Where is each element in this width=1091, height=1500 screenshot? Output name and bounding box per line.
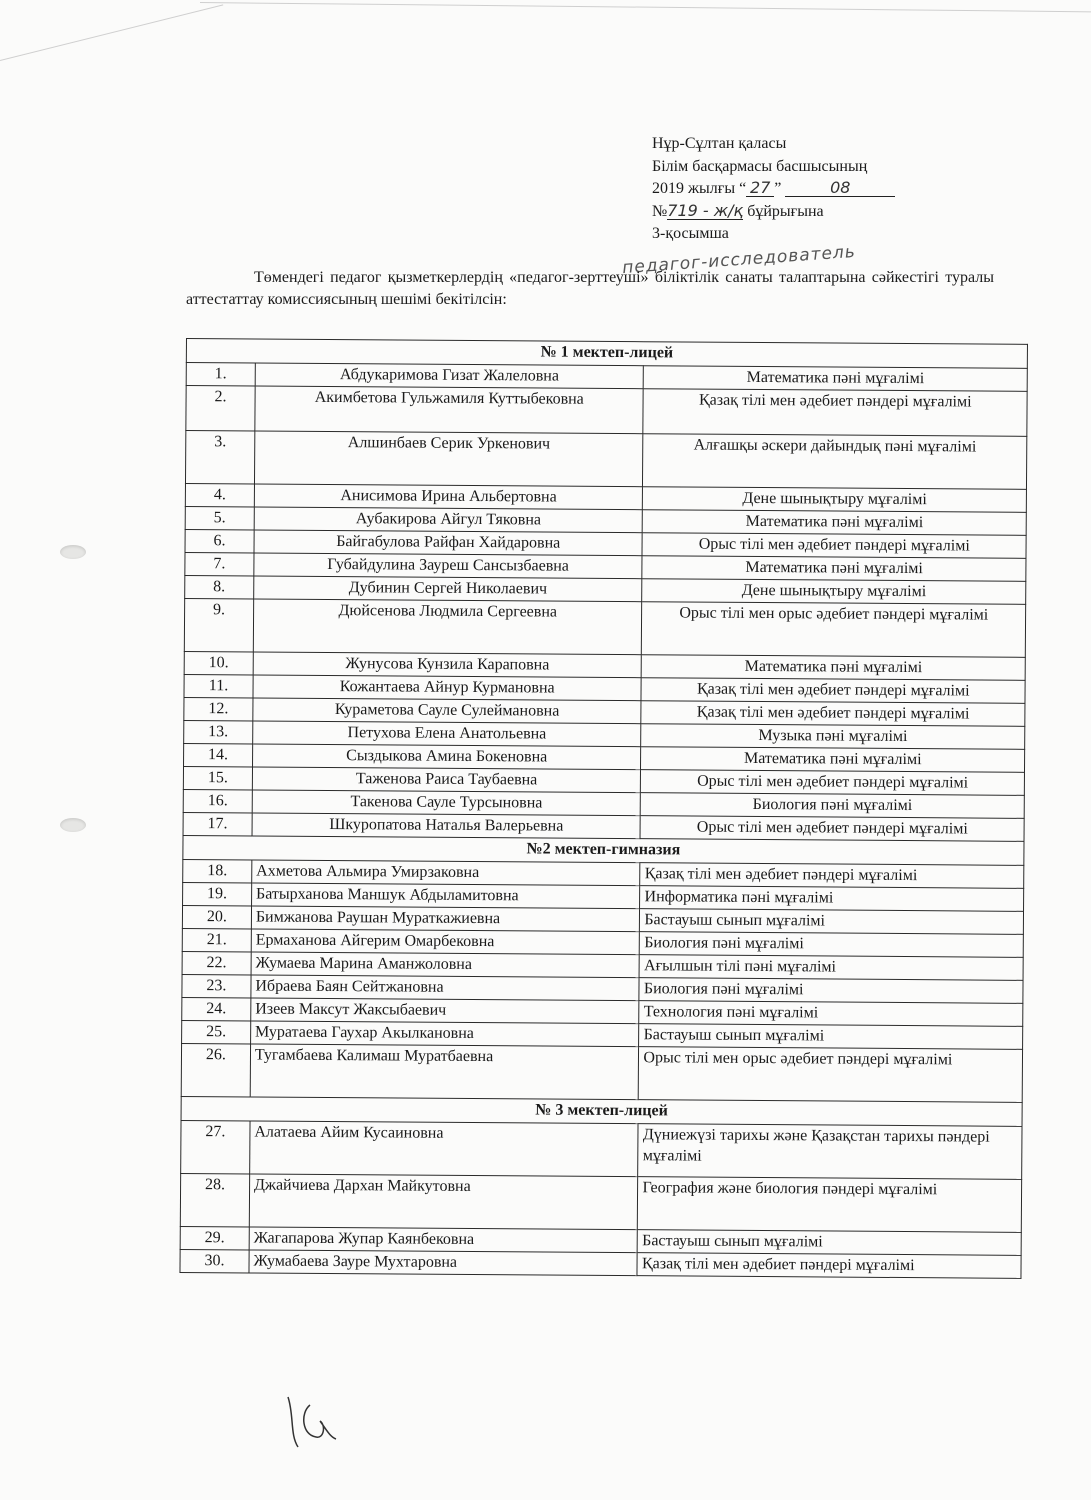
teacher-name: Кураметова Сауле Сулеймановна: [253, 698, 642, 724]
table-row: [181, 1120, 1022, 1179]
teacher-name: Ибраева Баян Сейтжановна: [251, 975, 640, 1001]
teacher-subject: Математика пәні мұғалімі: [644, 366, 1028, 392]
teacher-subject: Ағылшын тілі пәні мұғалімі: [639, 955, 1023, 981]
teacher-subject: Қазақ тілі мен әдебиет пәндері мұғалімі: [643, 389, 1027, 437]
table-row: [180, 1249, 1021, 1278]
row-number: 13.: [184, 720, 253, 743]
teacher-subject: Орыс тілі мен орыс әдебиет пәндері мұғалімі: [639, 1047, 1023, 1103]
teacher-name: Жунусова Кунзила Караповна: [253, 652, 642, 678]
teacher-name: Акимбетова Гульжамиля Куттыбековна: [255, 386, 644, 434]
teacher-subject: Математика пәні мұғалімі: [642, 655, 1026, 681]
row-number: 24.: [182, 997, 251, 1020]
teacher-subject: Орыс тілі мен әдебиет пәндері мұғалімі: [642, 533, 1026, 559]
teacher-name: Ермаханова Айгерим Омарбековна: [251, 929, 640, 955]
teacher-subject: Информатика пәні мұғалімі: [640, 886, 1024, 912]
row-number: 16.: [183, 789, 252, 812]
row-number: 26.: [181, 1043, 250, 1096]
teacher-name: Алатаева Айим Кусаиновна: [250, 1121, 639, 1177]
row-number: 23.: [182, 974, 251, 997]
teacher-subject: Дене шынықтыру мұғалімі: [643, 487, 1027, 513]
order-number-line: №719 - ж/қ бұйрығына: [652, 200, 824, 220]
teacher-name: Муратаева Гаухар Акылкановна: [250, 1021, 639, 1047]
row-number: 11.: [184, 674, 253, 697]
row-number: 19.: [183, 882, 252, 905]
table-row: [185, 431, 1026, 490]
section-title: № 1 мектеп-лицей: [186, 339, 1027, 369]
section-title: № 3 мектеп-лицей: [181, 1096, 1022, 1126]
teacher-subject: Қазақ тілі мен әдебиет пәндері мұғалімі: [640, 863, 1024, 889]
teacher-subject: Биология пәні мұғалімі: [639, 978, 1023, 1004]
row-number: 29.: [180, 1226, 249, 1249]
row-number: 4.: [185, 483, 254, 506]
teacher-subject: Биология пәні мұғалімі: [641, 793, 1025, 819]
teacher-subject: Қазақ тілі мен әдебиет пәндері мұғалімі: [637, 1253, 1021, 1279]
teacher-subject: Биология пәні мұғалімі: [640, 932, 1024, 958]
scan-edge: [200, 2, 1091, 12]
order-header: [652, 133, 1012, 246]
row-number: 17.: [183, 812, 252, 835]
date-line: 2019 жылғы “ 27 ” 08: [652, 178, 1012, 201]
signature: [280, 1385, 340, 1455]
row-number: 3.: [185, 431, 254, 484]
teacher-subject: Бастауыш сынып мұғалімі: [638, 1230, 1022, 1256]
row-number: 7.: [185, 552, 254, 575]
teacher-name: Шкуропатова Наталья Валерьевна: [252, 813, 641, 839]
row-number: 6.: [185, 529, 254, 552]
row-number: 21.: [182, 928, 251, 951]
handwritten-annotation: педагог-исследователь: [621, 241, 857, 279]
row-number: 2.: [186, 386, 255, 431]
teacher-subject: Математика пәні мұғалімі: [643, 510, 1027, 536]
teacher-name: Кожантаева Айнур Курмановна: [253, 675, 642, 701]
teacher-name: Сыздыкова Амина Бокеновна: [252, 744, 641, 770]
teacher-subject: Технология пәні мұғалімі: [639, 1001, 1023, 1027]
table-row: [184, 598, 1025, 657]
teacher-name: Тугамбаева Калимаш Муратбаевна: [250, 1044, 639, 1100]
row-number: 14.: [184, 743, 253, 766]
teacher-subject: Қазақ тілі мен әдебиет пәндері мұғалімі: [641, 701, 1025, 727]
teacher-name: Жумабаева Зауре Мухтаровна: [249, 1250, 638, 1276]
row-number: 27.: [181, 1120, 250, 1173]
teacher-name: Жагапарова Жупар Каянбековна: [249, 1227, 638, 1253]
teacher-name: Дубинин Сергей Николаевич: [254, 576, 643, 602]
row-number: 20.: [182, 905, 251, 928]
teacher-subject: Қазақ тілі мен әдебиет пәндері мұғалімі: [641, 678, 1025, 704]
appendix-line: 3-қосымша: [652, 225, 729, 242]
punch-hole: [60, 818, 86, 832]
teacher-name: Аубакирова Айгул Тяковна: [254, 507, 643, 533]
handwritten-day: 27: [746, 180, 774, 197]
teacher-name: Батырханова Маншук Абдыламитовна: [251, 883, 640, 909]
teacher-name: Петухова Елена Анатольевна: [253, 721, 642, 747]
fold-edge: [0, 4, 223, 61]
teacher-subject: Алғашқы әскери дайындық пәні мұғалімі: [643, 434, 1027, 490]
teacher-subject: География және биология пәндері мұғалімі: [638, 1177, 1022, 1233]
teacher-subject: Дене шынықтыру мұғалімі: [642, 579, 1026, 605]
teacher-name: Губайдулина Зауреш Сансызбаевна: [254, 553, 643, 579]
teacher-subject: Орыс тілі мен әдебиет пәндері мұғалімі: [641, 770, 1025, 796]
teacher-name: Ахметова Альмира Умирзаковна: [252, 860, 641, 886]
row-number: 5.: [185, 506, 254, 529]
teacher-subject: Орыс тілі мен әдебиет пәндері мұғалімі: [640, 816, 1024, 842]
teacher-subject: Бастауыш сынып мұғалімі: [639, 1024, 1023, 1050]
table-row: [181, 1043, 1022, 1102]
table-row: [180, 1173, 1021, 1232]
row-number: 1.: [186, 363, 255, 386]
teacher-subject: Бастауыш сынып мұғалімі: [640, 909, 1024, 935]
teacher-name: Байгабулова Райфан Хайдаровна: [254, 530, 643, 556]
teacher-subject: Математика пәні мұғалімі: [641, 747, 1025, 773]
row-number: 15.: [183, 766, 252, 789]
teacher-name: Такенова Сауле Турсыновна: [252, 790, 641, 816]
row-number: 8.: [185, 575, 254, 598]
row-number: 25.: [182, 1020, 251, 1043]
row-number: 18.: [183, 859, 252, 882]
teacher-name: Анисимова Ирина Альбертовна: [254, 484, 643, 510]
table-row: [186, 386, 1027, 437]
row-number: 22.: [182, 951, 251, 974]
punch-hole: [60, 545, 86, 559]
teacher-name: Дюйсенова Людмила Сергеевна: [253, 599, 642, 655]
teacher-name: Таженова Раиса Таубаевна: [252, 767, 641, 793]
row-number: 12.: [184, 697, 253, 720]
handwritten-month: 08: [785, 180, 895, 197]
teacher-name: Изеев Максут Жаксыбаевич: [251, 998, 640, 1024]
handwritten-order-number: 719 - ж/қ: [667, 200, 744, 220]
teacher-name: Алшинбаев Серик Уркенович: [254, 431, 643, 487]
department-line: Білім басқармасы басшысының: [652, 157, 868, 175]
teacher-name: Джайчиева Дархан Майкутовна: [249, 1174, 638, 1230]
teacher-subject: Математика пәні мұғалімі: [642, 556, 1026, 582]
row-number: 9.: [184, 598, 253, 651]
intro-paragraph: Төмендегі педагог қызметкерлердің «педагог-зерттеуші» біліктілік санаты талаптарына сәйкестігі туралы аттестаттау комиссиясының шешімі бекітілсін:: [186, 269, 994, 308]
teacher-subject: Дүниежүзі тарихы және Қазақстан тарихы пәндері мұғалімі: [638, 1124, 1022, 1180]
teacher-subject: Орыс тілі мен орыс әдебиет пәндері мұғалімі: [642, 602, 1026, 658]
teacher-subject: Музыка пәні мұғалімі: [641, 724, 1025, 750]
teachers-table: [179, 338, 1028, 1279]
teacher-name: Абдукаримова Гизат Жалеловна: [255, 363, 644, 389]
row-number: 10.: [184, 651, 253, 674]
section-title: №2 мектеп-гимназия: [183, 835, 1024, 865]
row-number: 28.: [180, 1173, 249, 1226]
teacher-name: Бимжанова Раушан Мураткажиевна: [251, 906, 640, 932]
row-number: 30.: [180, 1249, 249, 1272]
teacher-name: Жумаева Марина Аманжоловна: [251, 952, 640, 978]
city-line: Нұр-Сұлтан қаласы: [652, 135, 787, 152]
